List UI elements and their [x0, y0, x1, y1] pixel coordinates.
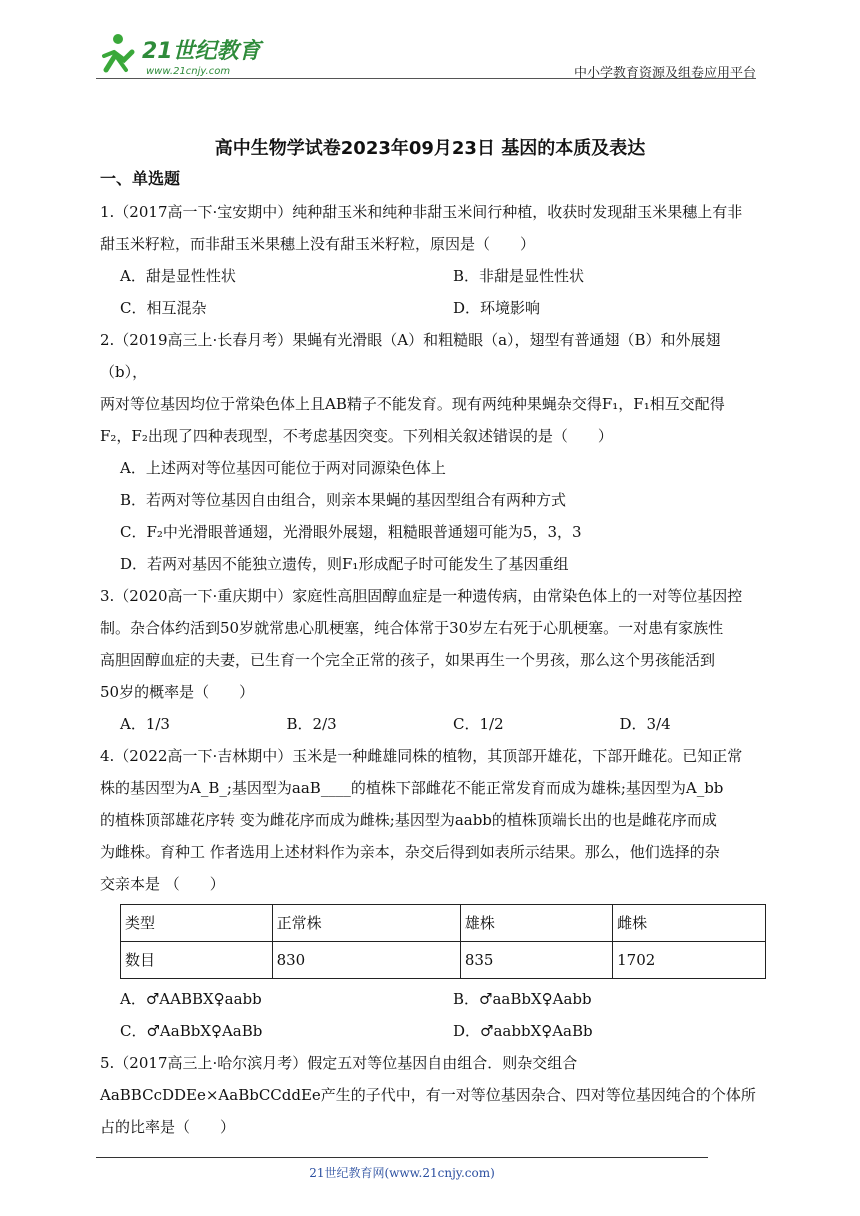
- table-cell: 830: [272, 942, 460, 979]
- option-row: [100, 292, 766, 324]
- svg-text:www.21cnjy.com: www.21cnjy.com: [146, 66, 231, 77]
- question-text: 制。杂合体约活到50岁就常患心肌梗塞，纯合体常于30岁左右死于心肌梗塞。一对患有家族性: [100, 619, 724, 637]
- question-text: 4.（2022高一下·吉林期中）玉米是一种雌雄同株的植物，其顶部开雄花，下部开雌花。已知正常: [100, 747, 743, 765]
- question-text: F₂，F₂出现了四种表现型，不考虑基因突变。下列相关叙述错误的是（ ）: [100, 427, 613, 445]
- option-row: [100, 708, 766, 740]
- option-d[interactable]: D．3/4: [619, 715, 671, 733]
- site-logo[interactable]: [96, 30, 296, 78]
- question-text: 2.（2019高三上·长春月考）果蝇有光滑眼（A）和粗糙眼（a），翅型有普通翅（B）和外展翅（b），: [100, 331, 721, 381]
- option-b[interactable]: B．若两对等位基因自由组合，则亲本果蝇的基因型组合有两种方式: [120, 491, 567, 509]
- page-header: [96, 24, 756, 80]
- option-c[interactable]: C．1/2: [453, 715, 504, 733]
- option-d[interactable]: D．若两对基因不能独立遗传，则F₁形成配子时可能发生了基因重组: [120, 555, 569, 573]
- option-b[interactable]: B．非甜是显性性状: [453, 267, 585, 285]
- section-heading: 一、单选题: [100, 169, 181, 188]
- option-a[interactable]: A．♂AABBX♀aabb: [120, 990, 262, 1008]
- footer-divider: [96, 1157, 708, 1158]
- question-4: [100, 740, 766, 1047]
- question-text: 的植株顶部雄花序转 变为雌花序而成为雌株;基因型为aabb的植株顶端长出的也是雌花序而成: [100, 811, 717, 829]
- question-text: AaBBCcDDEe×AaBbCCddEe产生的子代中，有一对等位基因杂合、四对等位基因纯合的个体所: [100, 1086, 756, 1104]
- option-d[interactable]: D．♂aabbX♀AaBb: [453, 1022, 593, 1040]
- question-text: 3.（2020高一下·重庆期中）家庭性高胆固醇血症是一种遗传病，由常染色体上的一对等位基因控: [100, 587, 743, 605]
- svg-text:21世纪教育: 21世纪教育: [142, 39, 261, 64]
- question-text: 株的基因型为A_B_;基因型为aaB____的植株下部雌花不能正常发育而成为雄株;基因型为A_bb: [100, 779, 724, 797]
- option-row: [100, 260, 766, 292]
- question-text: 高胆固醇血症的夫妻，已生育一个完全正常的孩子，如果再生一个男孩，那么这个男孩能活到: [100, 651, 716, 669]
- question-text: 两对等位基因均位于常染色体上且AB精子不能发育。现有两纯种果蝇杂交得F₁，F₁相互交配得: [100, 395, 725, 413]
- option-row: [100, 1015, 766, 1047]
- option-c[interactable]: C．相互混杂: [120, 299, 207, 317]
- question-text: 交亲本是 （ ）: [100, 875, 225, 893]
- question-2: [100, 324, 766, 580]
- option-c[interactable]: C．F₂中光滑眼普通翅，光滑眼外展翅，粗糙眼普通翅可能为5，3，3: [120, 523, 582, 541]
- platform-name: 中小学教育资源及组卷应用平台: [573, 66, 756, 81]
- question-text: 1.（2017高一下·宝安期中）纯种甜玉米和纯种非甜玉米间行种植，收获时发现甜玉米果穗上有非: [100, 203, 743, 221]
- option-d[interactable]: D．环境影响: [453, 299, 541, 317]
- table-cell: 1702: [613, 942, 766, 979]
- option-c[interactable]: C．♂AaBbX♀AaBb: [120, 1022, 263, 1040]
- header-divider: [96, 78, 756, 79]
- table-cell: 类型: [121, 905, 273, 942]
- table-header-row: [121, 905, 766, 942]
- question-text: 5.（2017高三上·哈尔滨月考）假定五对等位基因自由组合．则杂交组合: [100, 1054, 578, 1072]
- option-a[interactable]: A．甜是显性性状: [120, 267, 236, 285]
- results-table: [120, 904, 766, 979]
- question-text: 占的比率是（ ）: [100, 1118, 236, 1136]
- table-cell: 雄株: [460, 905, 612, 942]
- question-list: [100, 196, 766, 1143]
- table-cell: 835: [460, 942, 612, 979]
- table-row: [121, 942, 766, 979]
- table-cell: 数目: [121, 942, 273, 979]
- question-5: [100, 1047, 766, 1143]
- question-text: 50岁的概率是（ ）: [100, 683, 255, 701]
- option-b[interactable]: B．♂aaBbX♀Aabb: [453, 990, 592, 1008]
- question-text: 甜玉米籽粒，而非甜玉米果穗上没有甜玉米籽粒，原因是（ ）: [100, 235, 536, 253]
- question-3: [100, 580, 766, 740]
- page-title: 高中生物学试卷2023年09月23日 基因的本质及表达: [214, 138, 646, 159]
- question-1: [100, 196, 766, 324]
- table-cell: 雌株: [613, 905, 766, 942]
- table-cell: 正常株: [272, 905, 460, 942]
- question-text: 为雌株。育种工 作者选用上述材料作为亲本，杂交后得到如表所示结果。那么，他们选择的杂: [100, 843, 720, 861]
- option-a[interactable]: A．上述两对等位基因可能位于两对同源染色体上: [120, 459, 446, 477]
- option-row: [100, 983, 766, 1015]
- footer-link[interactable]: 21世纪教育网(www.21cnjy.com): [309, 1166, 495, 1180]
- option-b[interactable]: B．2/3: [286, 715, 337, 733]
- option-a[interactable]: A．1/3: [120, 715, 170, 733]
